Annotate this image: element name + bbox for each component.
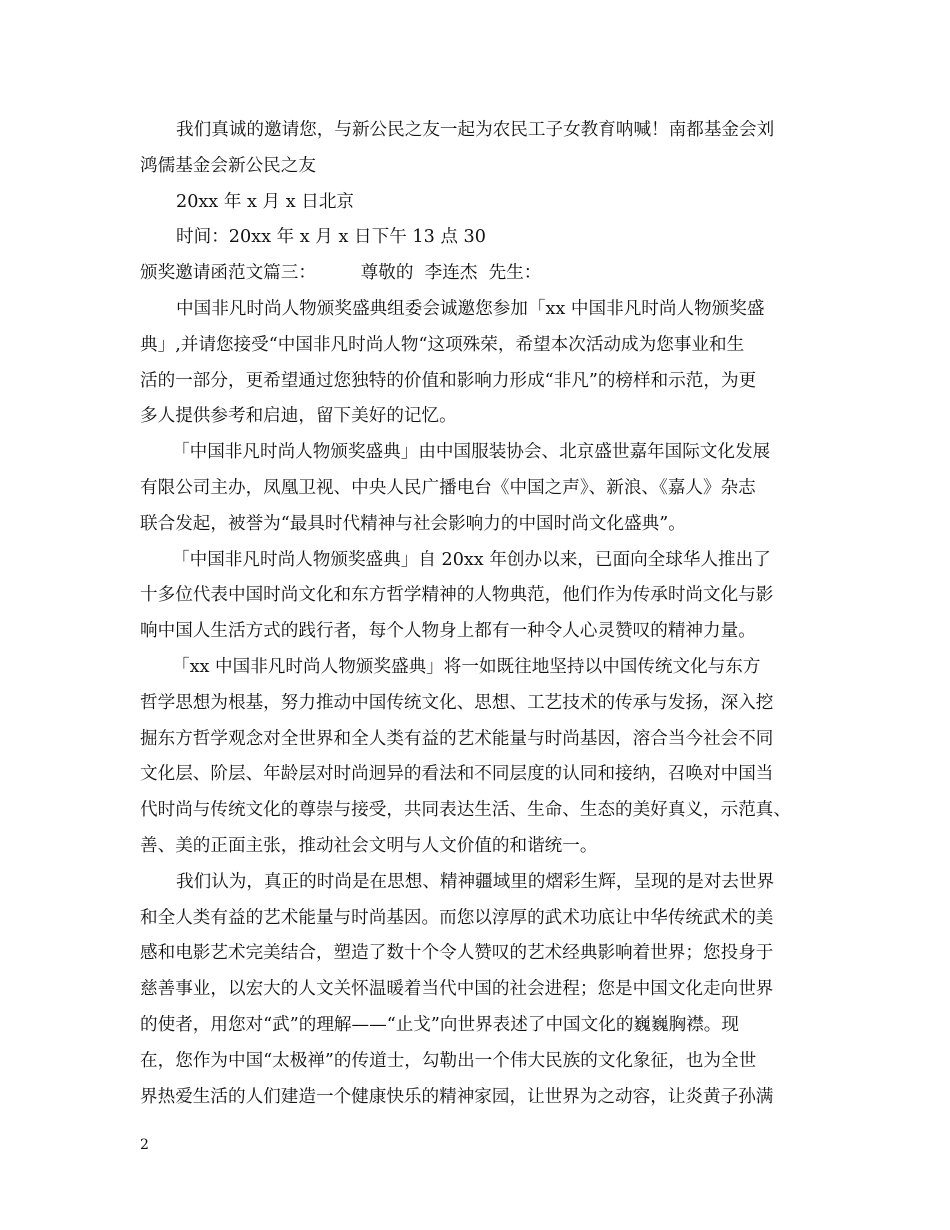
- paragraph-line: 感和电影艺术完美结合，塑造了数十个令人赞叹的艺术经典影响着世界；您投身于: [140, 943, 774, 964]
- paragraph-line: 典」,并请您接受“中国非凡时尚人物“这项殊荣，希望本次活动成为您事业和生: [140, 334, 745, 355]
- paragraph-line: 善、美的正面主张，推动社会文明与人文价值的和谐统一。: [140, 835, 598, 856]
- paragraph-line: 中国非凡时尚人物颁奖盛典组委会诚邀您参加「xx 中国非凡时尚人物颁奖盛: [176, 298, 765, 319]
- paragraph-line: 「xx 中国非凡时尚人物颁奖盛典」将一如既往地坚持以中国传统文化与东方: [172, 656, 761, 677]
- paragraph-line: 的使者，用您对“武”的理解——“止戈”向世界表述了中国文化的巍巍胸襟。现: [140, 1014, 739, 1035]
- paragraph-line: 文化层、阶层、年龄层对时尚迥异的看法和不同层度的认同和接纳，召唤对中国当: [140, 764, 774, 785]
- paragraph-line: 「中国非凡时尚人物颁奖盛典」自 20xx 年创办以来，已面向全球华人推出了: [172, 549, 771, 570]
- time-line: 时间：20xx 年 x 月 x 日下午 13 点 30: [176, 227, 486, 248]
- date-line: 20xx 年 x 月 x 日北京: [176, 191, 355, 212]
- section-heading: 颁奖邀请函范文篇三： 尊敬的 李连杰 先生：: [140, 263, 542, 284]
- paragraph-line: 掘东方哲学观念对全世界和全人类有益的艺术能量与时尚基因，溶合当今社会不同: [140, 728, 774, 749]
- paragraph-line: 我们认为，真正的时尚是在思想、精神疆域里的熠彩生辉，呈现的是对去世界: [176, 871, 775, 892]
- paragraph-line: 慈善事业，以宏大的人文关怀温暖着当代中国的社会进程；您是中国文化走向世界: [140, 979, 774, 1000]
- document-body: [140, 113, 830, 1115]
- paragraph-line: 我们真诚的邀请您，与新公民之友一起为农民工子女教育呐喊！南都基金会刘: [176, 120, 775, 140]
- paragraph-line: 界热爱生活的人们建造一个健康快乐的精神家园，让世界为之动容，让炎黄子孙满: [140, 1086, 774, 1107]
- paragraph-line: 哲学思想为根基，努力推动中国传统文化、思想、工艺技术的传承与发扬，深入挖: [140, 692, 774, 713]
- paragraph-line: 响中国人生活方式的践行者，每个人物身上都有一种令人心灵赞叹的精神力量。: [140, 621, 756, 642]
- page-number: 2: [140, 1137, 149, 1153]
- paragraph-line: 在，您作为中国“太极禅”的传道士，勾勒出一个伟大民族的文化象征，也为全世: [140, 1050, 757, 1071]
- paragraph-line: 「中国非凡时尚人物颁奖盛典」由中国服装协会、北京盛世嘉年国际文化发展: [172, 442, 771, 463]
- paragraph-line: 活的一部分，更希望通过您独特的价值和影响力形成“非凡”的榜样和示范，为更: [140, 370, 757, 391]
- paragraph-line: 代时尚与传统文化的尊崇与接受，共同表达生活、生命、生态的美好真义，示范真、: [140, 800, 791, 821]
- paragraph-line: 联合发起，被誉为“最具时代精神与社会影响力的中国时尚文化盛典”。: [140, 513, 686, 534]
- paragraph-line: 鸿儒基金会新公民之友: [140, 155, 316, 176]
- paragraph-line: 多人提供参考和启迪，留下美好的记忆。: [140, 406, 457, 427]
- paragraph-line: 十多位代表中国时尚文化和东方哲学精神的人物典范，他们作为传承时尚文化与影: [140, 585, 774, 606]
- paragraph-line: 和全人类有益的艺术能量与时尚基因。而您以淳厚的武术功底让中华传统武术的美: [140, 907, 774, 928]
- paragraph-line: 有限公司主办，凤凰卫视、中央人民广播电台《中国之声》、新浪、《嘉人》杂志: [140, 477, 756, 498]
